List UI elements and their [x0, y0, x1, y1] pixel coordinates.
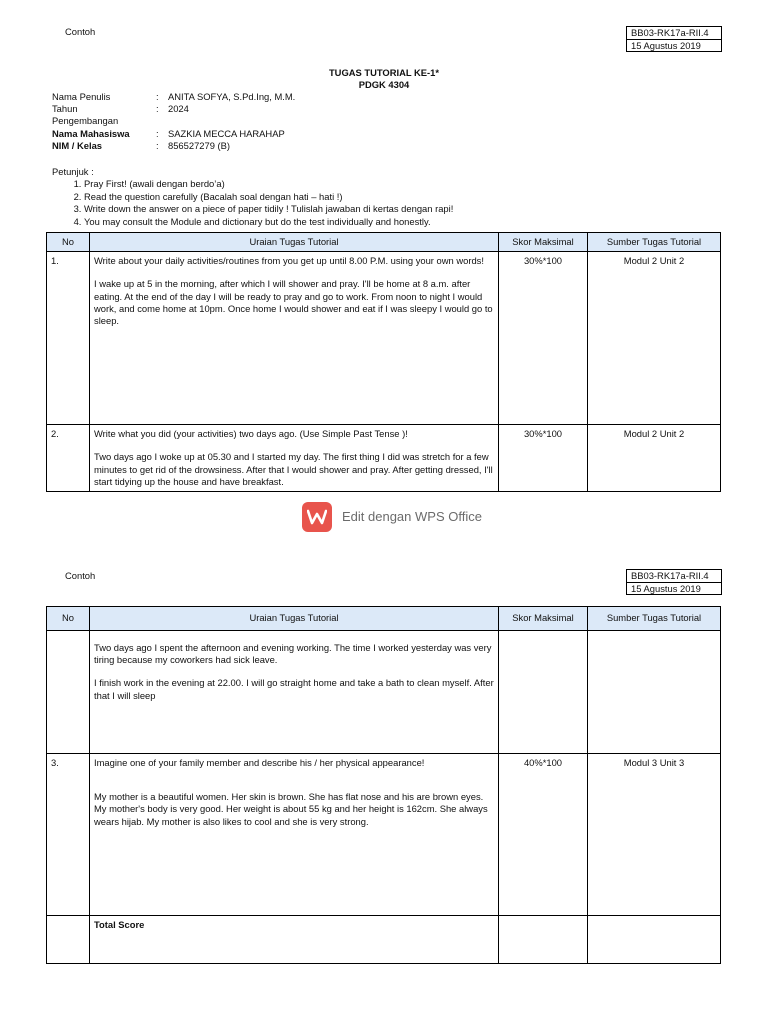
- instructions-list: [52, 178, 612, 228]
- tasks-table: [46, 232, 721, 492]
- instruction-item: 1. Pray First! (awali dengan berdo’a): [84, 178, 612, 191]
- header-no: No: [47, 607, 90, 631]
- answer-text: Two days ago I woke up at 05.30 and I started my day. The first thing I did was stretch for a few minutes to get rid of the drowsiness. After that I would shower and pray. After getting dressed, I'll start tidying up the house and have breakfast.: [94, 451, 493, 487]
- header-no: No: [47, 233, 90, 252]
- document-date: 15 Agustus 2019: [627, 39, 721, 52]
- table-row: [47, 754, 721, 916]
- meta-row-development: [52, 115, 452, 127]
- header-score: Skor Maksimal: [499, 233, 588, 252]
- row-no: 3.: [47, 754, 90, 916]
- table-total-row: [47, 916, 721, 964]
- row-score: 30%*100: [499, 252, 588, 425]
- wps-logo-icon: [302, 502, 332, 532]
- table-header-row: [47, 233, 721, 252]
- question-text: Imagine one of your family member and describe his / her physical appearance!: [94, 757, 425, 768]
- answer-text: My mother is a beautiful women. Her skin is brown. She has flat nose and his are brown eyes. My mother's body is very good. Her weight is about 55 kg and her height is 162cm. She always wears hijab. My mother is also likes to cool and she is very strong.: [94, 791, 488, 827]
- instructions: [52, 166, 612, 229]
- answer-text: I finish work in the evening at 22.00. I will go straight home and take a bath to clean myself. After that I will sleep: [94, 677, 494, 701]
- document-code: BB03-RK17a-RII.4: [631, 570, 709, 581]
- document-page-1: [0, 0, 768, 492]
- row-task: [90, 754, 499, 916]
- row-source: Modul 2 Unit 2: [588, 252, 721, 425]
- row-task: [90, 631, 499, 754]
- meta-value: SAZKIA MECCA HARAHAP: [168, 127, 285, 139]
- header-source: Sumber Tugas Tutorial: [588, 233, 721, 252]
- table-row: [47, 252, 721, 425]
- table-row: [47, 425, 721, 492]
- header-label: Contoh: [65, 570, 96, 581]
- row-score: 40%*100: [499, 754, 588, 916]
- meta-label: Nama Mahasiswa: [52, 127, 130, 139]
- meta-label: Pengembangan: [52, 115, 119, 127]
- document-date: 15 Agustus 2019: [627, 582, 721, 595]
- row-task: [90, 425, 499, 492]
- header-task: Uraian Tugas Tutorial: [90, 607, 499, 631]
- document-code-box: [626, 569, 722, 595]
- meta-value: ANITA SOFYA, S.Pd.Ing, M.M.: [168, 91, 296, 102]
- header-task: Uraian Tugas Tutorial: [90, 233, 499, 252]
- document-title: TUGAS TUTORIAL KE-1*: [328, 67, 440, 78]
- instruction-item: 2. Read the question carefully (Bacalah soal dengan hati – hati !): [84, 191, 612, 204]
- meta-label: Nama Penulis: [52, 91, 111, 102]
- table-header-row: [47, 607, 721, 631]
- instruction-item: 4. You may consult the Module and dictionary but do the test individually and honestly.: [84, 216, 612, 229]
- header-source: Sumber Tugas Tutorial: [588, 607, 721, 631]
- wps-watermark[interactable]: [302, 500, 482, 534]
- question-text: Write about your daily activities/routines from you get up until 8.00 P.M. using your own words!: [94, 255, 484, 267]
- table-row-continued: [47, 631, 721, 754]
- wps-watermark-text: Edit dengan WPS Office: [342, 508, 482, 524]
- row-source: Modul 2 Unit 2: [588, 425, 721, 492]
- meta-value: 2024: [168, 103, 189, 115]
- answer-text: Two days ago I spent the afternoon and evening working. The time I worked yesterday was very tiring because my coworkers had sick leave.: [94, 642, 492, 666]
- row-no: 2.: [47, 425, 90, 492]
- header-label: Contoh: [65, 26, 96, 37]
- header-score: Skor Maksimal: [499, 607, 588, 631]
- row-task: [90, 252, 499, 425]
- meta-label: NIM / Kelas: [52, 139, 103, 151]
- meta-label: Tahun: [52, 103, 78, 115]
- answer-text: I wake up at 5 in the morning, after which I will shower and pray. I'll be home at 8 a.m. after eating. At the end of the day I will be ready to pray and go to work. From noon to night I would work, and come home at 10pm. Once home I would shower and eat if I was sleepy I would go to sleep.: [94, 278, 493, 327]
- document-subtitle: PDGK 4304: [358, 79, 410, 90]
- meta-row-student-id: NIM / Kelas : 856527279 (B): [52, 139, 231, 151]
- tasks-table-continued: [46, 606, 721, 964]
- row-no: 1.: [47, 252, 90, 425]
- document-code: BB03-RK17a-RII.4: [631, 27, 709, 38]
- meta-row-student-name: Nama Mahasiswa : SAZKIA MECCA HARAHAP: [52, 127, 285, 139]
- question-text: Write what you did (your activities) two days ago. (Use Simple Past Tense )!: [94, 428, 408, 440]
- instructions-heading: Petunjuk :: [52, 166, 94, 177]
- document-page-2: [0, 560, 768, 1024]
- document-code-box: [626, 26, 722, 52]
- row-source: Modul 3 Unit 3: [588, 754, 721, 916]
- row-score: 30%*100: [499, 425, 588, 492]
- meta-value: 856527279 (B): [168, 139, 231, 151]
- instruction-item: 3. Write down the answer on a piece of paper tidily ! Tulislah jawaban di kertas dengan rapi!: [84, 203, 612, 216]
- meta-row-writer: Nama Penulis : ANITA SOFYA, S.Pd.Ing, M.M.: [52, 91, 296, 102]
- meta-info: [52, 91, 452, 152]
- total-score-label: Total Score: [90, 916, 499, 964]
- meta-row-year: Tahun : 2024: [52, 103, 189, 115]
